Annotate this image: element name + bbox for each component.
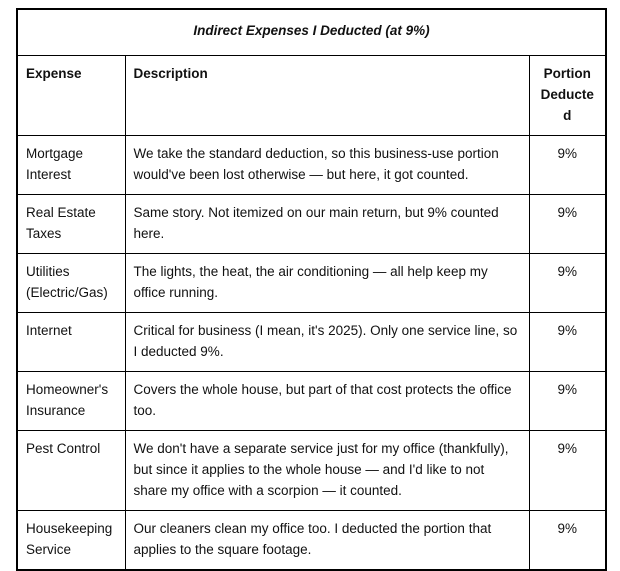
column-header-expense: Expense [17,56,125,136]
table-row-homeowners-insurance [17,372,606,431]
expense-cell: Homeowner's Insurance [17,372,125,431]
portion-cell: 9% [529,372,606,431]
table-row-real-estate-taxes [17,195,606,254]
indirect-expenses-table [16,8,607,571]
description-cell: Same story. Not itemized on our main return, but 9% counted here. [125,195,529,254]
portion-cell: 9% [529,431,606,511]
table-title: Indirect Expenses I Deducted (at 9%) [17,9,606,56]
document-page [0,8,620,557]
portion-cell: 9% [529,254,606,313]
description-cell: We take the standard deduction, so this business-use portion would've been lost otherwise — but here, it got counted. [125,136,529,195]
table-row-pest-control [17,431,606,511]
column-header-portion-deducted: Portion Deducted [529,56,606,136]
description-cell: Critical for business (I mean, it's 2025). Only one service line, so I deducted 9%. [125,313,529,372]
description-cell: We don't have a separate service just for my office (thankfully), but since it applies to the whole house — and I'd like to not share my office with a scorpion — it counted. [125,431,529,511]
portion-cell: 9% [529,511,606,571]
description-cell: The lights, the heat, the air conditioning — all help keep my office running. [125,254,529,313]
portion-cell: 9% [529,313,606,372]
table-row-housekeeping-service [17,511,606,571]
portion-cell: 9% [529,136,606,195]
table-row-mortgage-interest [17,136,606,195]
expense-cell: Pest Control [17,431,125,511]
expense-cell: Housekeeping Service [17,511,125,571]
expense-cell: Utilities (Electric/Gas) [17,254,125,313]
table-row-utilities [17,254,606,313]
table-row-internet [17,313,606,372]
description-cell: Covers the whole house, but part of that cost protects the office too. [125,372,529,431]
description-cell: Our cleaners clean my office too. I deducted the portion that applies to the square footage. [125,511,529,571]
column-header-description: Description [125,56,529,136]
table-header-row [17,56,606,136]
portion-cell: 9% [529,195,606,254]
expense-cell: Real Estate Taxes [17,195,125,254]
expense-cell: Internet [17,313,125,372]
table-title-row [17,9,606,56]
expense-cell: Mortgage Interest [17,136,125,195]
